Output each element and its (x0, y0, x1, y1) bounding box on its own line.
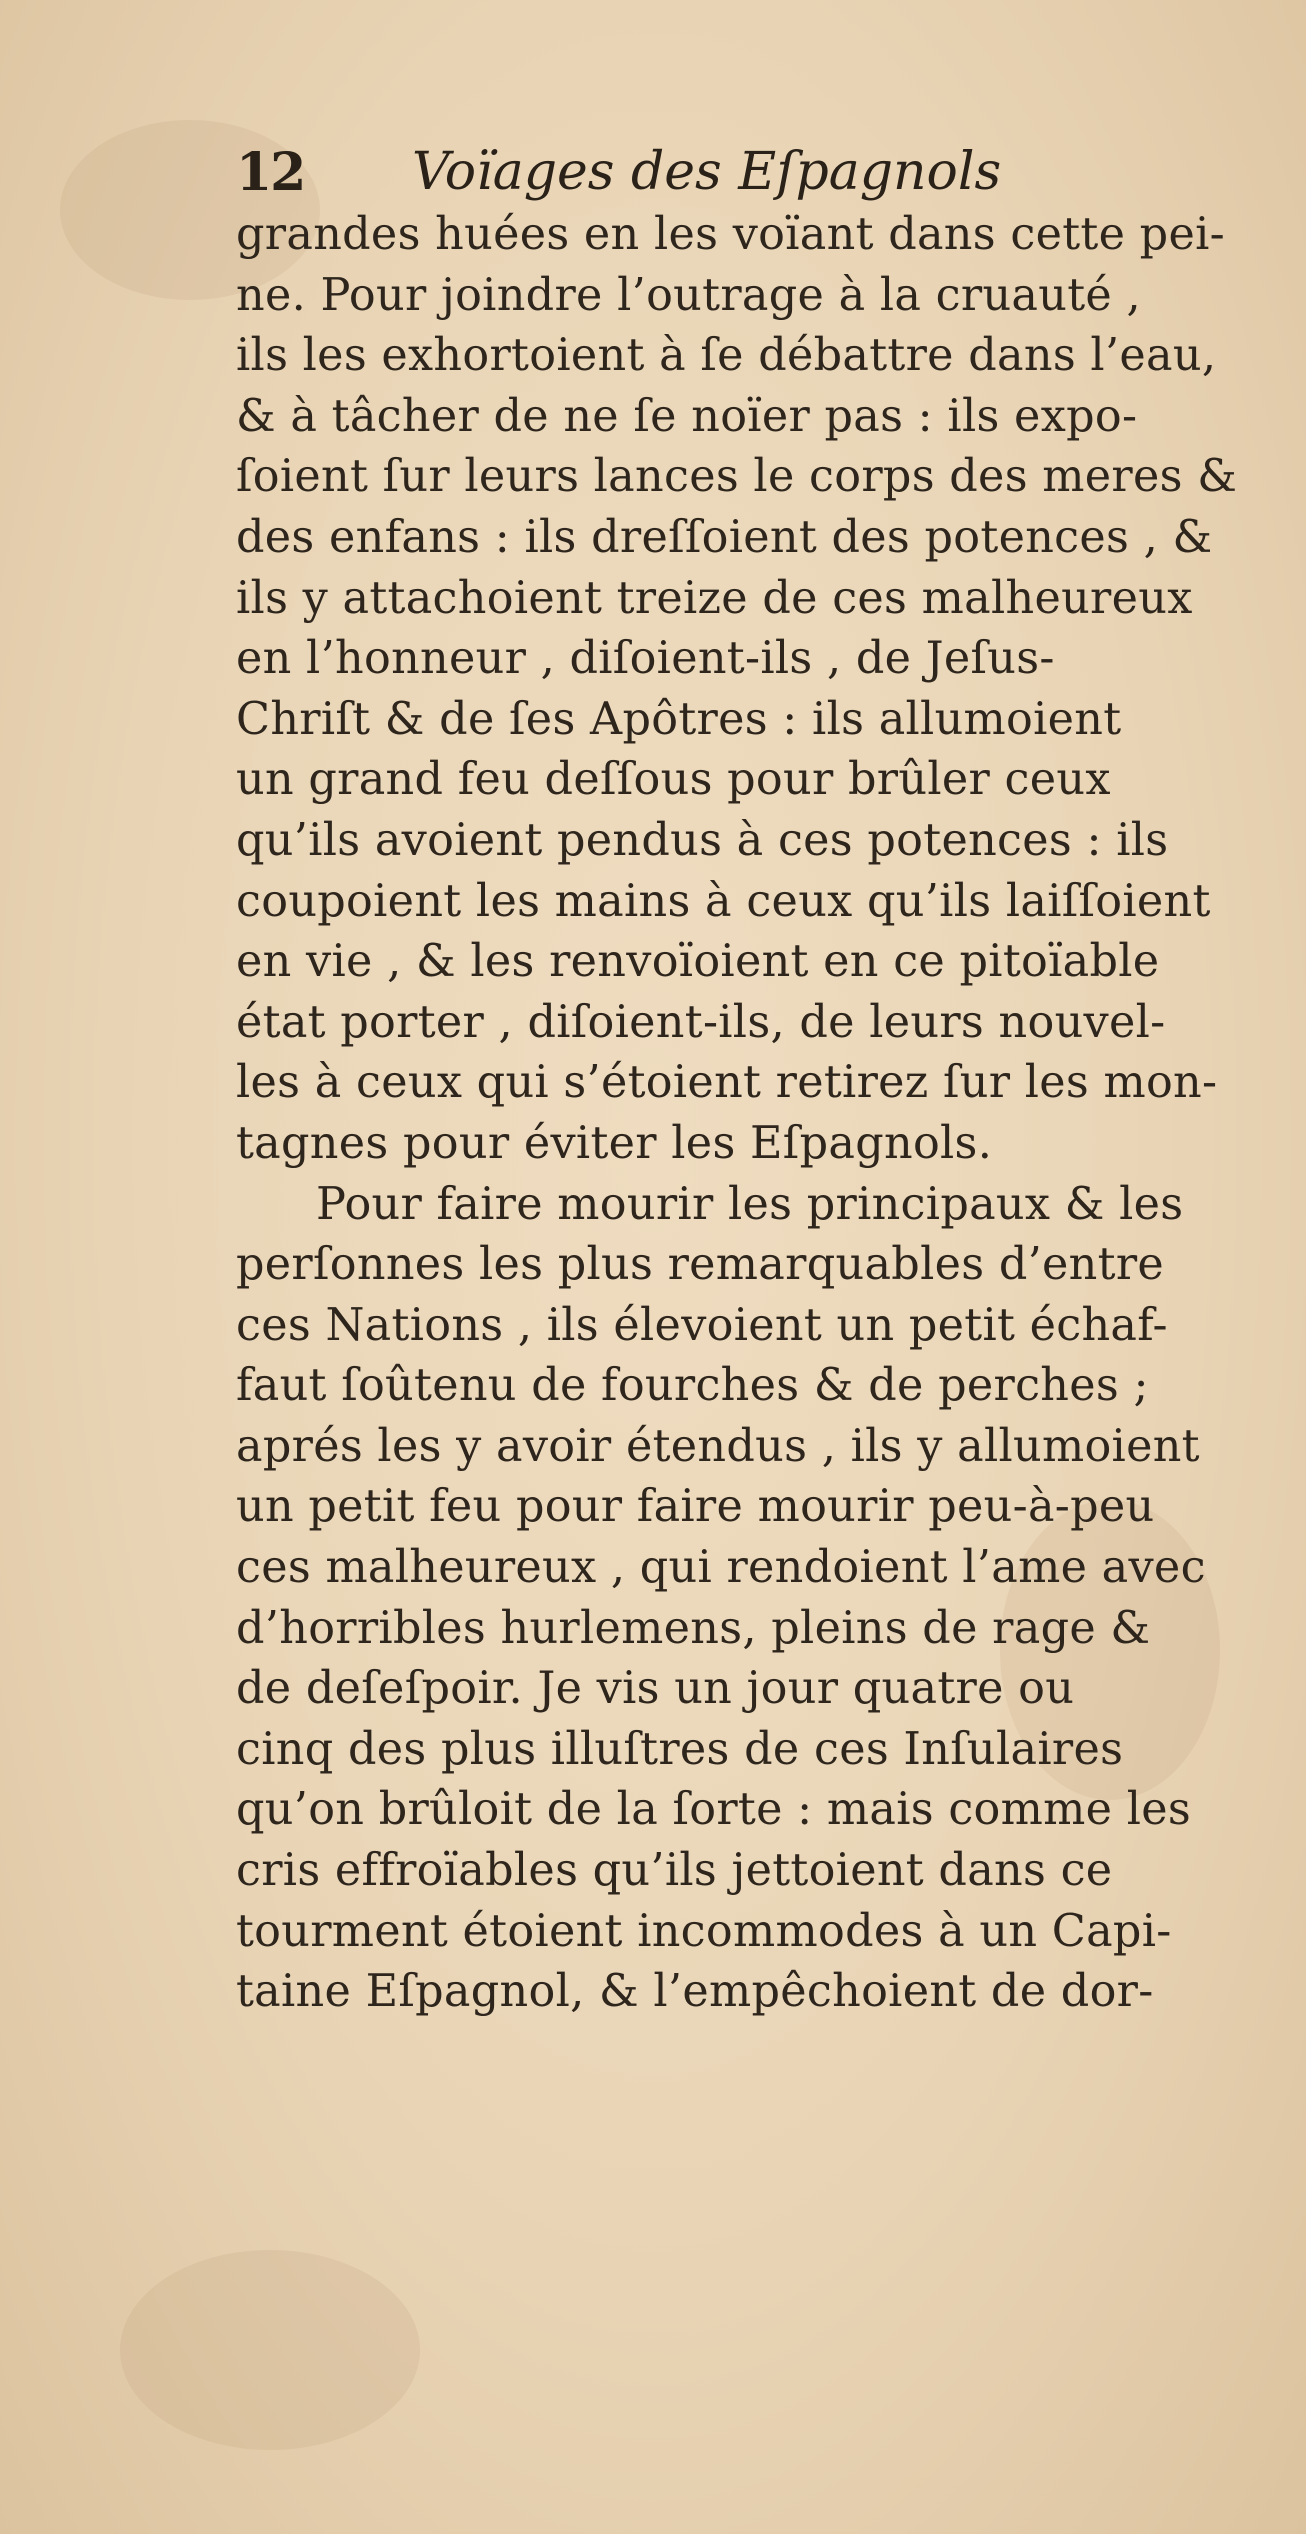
text-line: des enfans : ils dreſſoient des potences , & (236, 511, 1213, 563)
text-line: ils les exhortoient à ſe débattre dans l’eau, (236, 330, 1217, 382)
page-number: 12 (236, 142, 305, 203)
page-header (236, 142, 1136, 212)
text-line: tourment étoient incommodes à un Capi- (236, 1905, 1172, 1957)
text-line: faut ſoûtenu de fourches & de perches ; (236, 1360, 1149, 1412)
body-text (236, 205, 1238, 2023)
text-line: coupoient les mains à ceux qu’ils laiſſoient (236, 875, 1211, 927)
text-line: qu’ils avoient pendus à ces potences : ils (236, 814, 1169, 866)
text-line: Pour faire mourir les principaux & les (316, 1178, 1184, 1230)
text-line: taine Eſpagnol, & l’empêchoient de dor- (236, 1966, 1154, 2018)
text-line: ne. Pour joindre l’outrage à la cruauté , (236, 269, 1141, 321)
text-line: cris effroïables qu’ils jettoient dans ce (236, 1845, 1113, 1897)
text-line: tagnes pour éviter les Eſpagnols. (236, 1117, 993, 1169)
paper-stain (120, 2250, 420, 2450)
text-line: cinq des plus illuſtres de ces Inſulaires (236, 1723, 1124, 1775)
text-line: ces malheureux , qui rendoient l’ame avec (236, 1542, 1206, 1594)
text-line: qu’on brûloit de la ſorte : mais comme les (236, 1784, 1192, 1836)
text-line: un petit feu pour faire mourir peu-à-peu (236, 1481, 1155, 1533)
text-line: ils y attachoient treize de ces malheureux (236, 572, 1193, 624)
text-line: état porter , diſoient-ils, de leurs nouvel- (236, 996, 1166, 1048)
text-line: grandes huées en les voïant dans cette pei- (236, 209, 1225, 260)
text-line: & à tâcher de ne ſe noïer pas : ils expo- (236, 390, 1138, 442)
text-line: un grand feu deſſous pour brûler ceux (236, 754, 1111, 806)
text-line: d’horribles hurlemens, pleins de rage & (236, 1602, 1151, 1654)
text-line: les à ceux qui s’étoient retirez ſur les mon- (236, 1057, 1218, 1109)
text-line: ces Nations , ils élevoient un petit échaf- (236, 1299, 1168, 1351)
text-line: en l’honneur , diſoient-ils , de Jeſus- (236, 633, 1055, 685)
running-title: Voïages des Eſpagnols (412, 142, 1002, 202)
text-line: en vie , & les renvoïoient en ce pitoïable (236, 936, 1160, 988)
text-line: ſoient ſur leurs lances le corps des meres & (236, 451, 1238, 503)
text-line: aprés les y avoir étendus , ils y allumoient (236, 1420, 1200, 1472)
text-line: perſonnes les plus remarquables d’entre (236, 1239, 1165, 1291)
text-line: de deſeſpoir. Je vis un jour quatre ou (236, 1663, 1075, 1715)
text-line: Chriſt & de ſes Apôtres : ils allumoient (236, 693, 1122, 745)
